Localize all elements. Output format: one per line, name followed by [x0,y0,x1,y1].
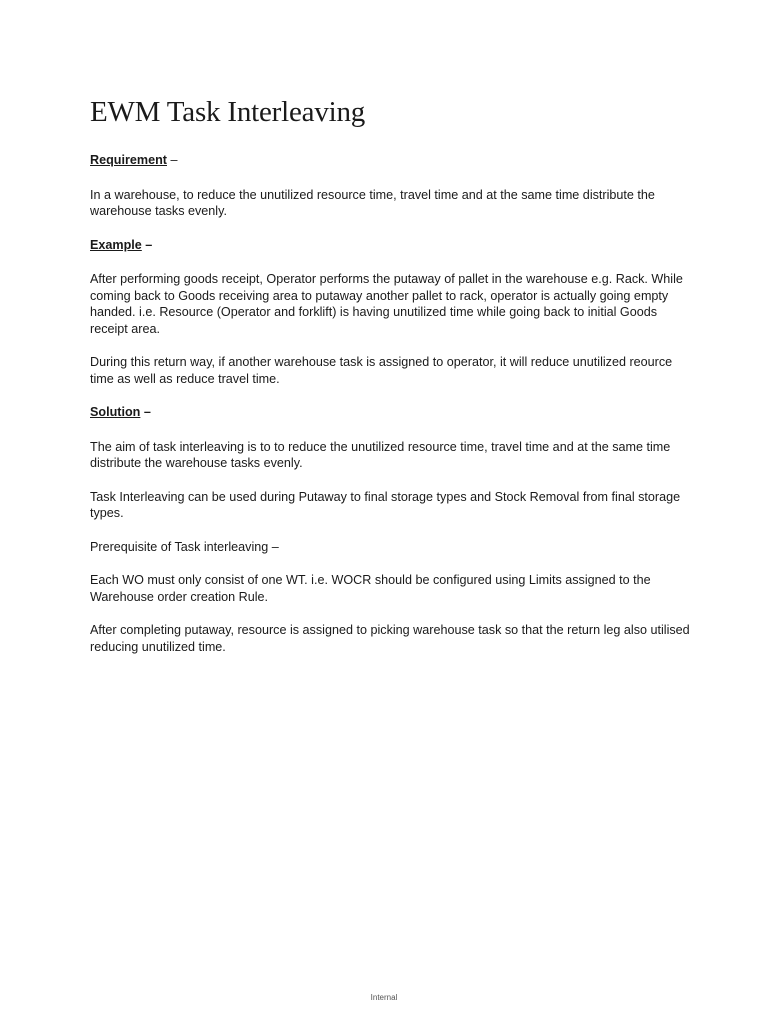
solution-paragraph-4: Each WO must only consist of one WT. i.e. WOCR should be configured using Limits assigned to the Warehouse order creation Rule. [90,573,651,604]
requirement-paragraph-1: In a warehouse, to reduce the unutilized resource time, travel time and at the same time distribute the warehouse tasks evenly. [90,187,655,218]
requirement-heading-label: Requirement [90,153,167,167]
solution-heading-label: Solution [90,405,141,419]
solution-heading-dash: – [140,405,151,419]
requirement-heading-dash: – [166,153,178,167]
example-heading-label: Example [90,237,142,252]
example-paragraph-1: After performing goods receipt, Operator performs the putaway of pallet in the warehouse e.g. Rack. While coming back to Goods receiving area to putaway another pallet to rack, operator is actually going empty handed. i.e. Resource (Operator and forklift) is having unutilized time while going back to initial Goods receipt area. [90,272,683,336]
solution-paragraph-2: Task Interleaving can be used during Putaway to final storage types and Stock Removal from final storage types. [90,489,681,520]
example-paragraph-2: During this return way, if another warehouse task is assigned to operator, it will reduce unutilized reource time as well as reduce travel time. [90,355,673,386]
example-heading [90,237,690,254]
requirement-heading [90,152,690,169]
solution-paragraph-5: After completing putaway, resource is assigned to picking warehouse task so that the return leg also utilised reducing unutilized time. [90,623,690,654]
document-page [90,92,690,672]
solution-paragraph-3: Prerequisite of Task interleaving – [90,539,279,554]
solution-heading [90,404,690,421]
example-heading-dash: – [141,237,153,252]
document-title: EWM Task Interleaving [90,96,366,128]
solution-paragraph-1: The aim of task interleaving is to to reduce the unutilized resource time, travel time and at the same time distribute the warehouse tasks evenly. [90,439,671,470]
classification-footer: Internal [370,993,398,1002]
